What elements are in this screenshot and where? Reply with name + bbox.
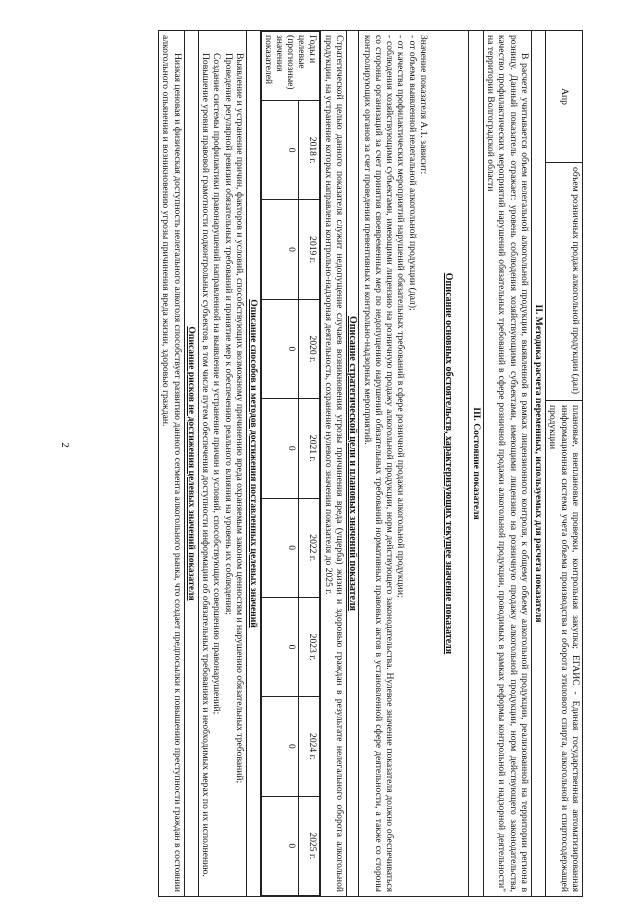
method-text: В расчете учитывается объем нелегальной алкогольной продукции, выявленной в рамках лицензионного контроля, к общему объему алкогольной продукции, реализованной на территории региона в розницу. Данный показатель отражает: уровень соблюдения хозяйствующими субъектами, имеющими лицензию на розничную продажу алкогольной продукции, норм действующего законодательства, качество профилактических мероприятий нарушений обязательных требований в сфере розничной продажи алкогольной продукции, проводимых в рамках реформы контрольной и надзорной деятельности" на территории Волгоградской области xyxy=(483,31,531,897)
top-row xyxy=(546,31,583,897)
value-cell: 0 xyxy=(262,299,299,398)
value-cell: 0 xyxy=(262,597,299,696)
years-label: Годы и целевые (прогнозные) значения показателей xyxy=(262,32,320,101)
value-cell: 0 xyxy=(262,697,299,796)
risks-title: Описание рисков не достижения целевых значений показателя xyxy=(184,31,198,897)
year-cell: 2021 г. xyxy=(299,399,320,498)
year-cell: 2019 г. xyxy=(299,200,320,299)
year-cell: 2022 г. xyxy=(299,498,320,597)
rotated-document xyxy=(63,30,583,896)
goal-title: Описание стратегической цели и плановых значений показателя xyxy=(347,31,359,896)
value-cell: 0 xyxy=(262,399,299,498)
circ-line: - от качества профилактических мероприятий нарушений обязательных требований в сфере розничной продажи алкогольной продукции; xyxy=(395,35,407,598)
variable-source: плановые, внеплановые проверки, контрольная закупка; ЕГАИС - Единая государственная автоматизированная информационная система учета объема производства и оборота этилового спирта, алкогольной и спиртосодержащей продукции xyxy=(546,401,583,897)
variable-description: объем розничных продаж алкогольной продукции (дал) xyxy=(546,163,583,401)
method-line: Создание системы профилактики правонарушений направленной на выявление и устранение причин и условий, способствующих совершению правонарушений; xyxy=(211,53,223,715)
methods-title: Описание способов и методов достижения поставленных целевых значений xyxy=(247,31,261,897)
value-cell: 0 xyxy=(262,101,299,200)
indicator-table xyxy=(158,30,583,897)
circ-line: - соблюдения хозяйствующими субъектами, имеющими лицензию на розничную продажу алкогольной продукции, норм действующего законодательства. Нулевое значение показателя должно обеспечиваться со стороны организаций за счет принятия своевременных мер по недопущению нарушений обязательных требований нормативных правовых актов в установленной сфере деятельности, а также со стороны контролирующих органов за счет проведения превентивных и контрольно-надзорных мероприятий. xyxy=(361,35,396,892)
method-line: Выявление и устранение причин, факторов и условий, способствующих возможному причинению вреда охраняемым законом ценностям и нарушению обязательных требований; xyxy=(234,53,246,784)
target-values-table xyxy=(261,31,320,896)
goal-text: Стратегической целью данного показателя служит недопущение случаев возникновения угрозы причинения вреда (ущерба) жизни и здоровью граждан в результате нелегального оборота алкогольной продукции, на устранение которых направлена контрольно-надзорная деятельность, сохранение нулевого значения показателя до 2025 г. xyxy=(321,31,347,897)
year-cell: 2024 г. xyxy=(299,697,320,796)
year-cell: 2025 г. xyxy=(299,796,320,895)
year-cell: 2018 г. xyxy=(299,101,320,200)
year-cell: 2020 г. xyxy=(299,299,320,398)
method-line: Повышение уровня правовой грамотности подконтрольных субъектов, в том числе путем обеспечения доступности информации об обязательных требованиях и необходимых мерах по их исполнению. xyxy=(200,53,212,877)
circ-line: Значение показателя А.1. зависит: xyxy=(418,35,430,175)
value-cell: 0 xyxy=(262,498,299,597)
year-cell: 2023 г. xyxy=(299,597,320,696)
method-line: Проведение регулярной ревизии обязательных требований и принятие мер к обеспечению реального влияния на уровень их соблюдения; xyxy=(222,53,234,615)
method-title: II. Методика расчета переменных, используемых для расчета показателя xyxy=(531,31,545,897)
circumstances-title: Описание основных обстоятельств, характеризующих текущее значение показателя xyxy=(443,272,455,655)
value-cell: 0 xyxy=(262,796,299,895)
page-number: 2 xyxy=(58,442,71,448)
circ-line: - от объема выявленной нелегальной алкогольной продукции (дал); xyxy=(406,35,418,311)
state-title: III. Состояние показателя xyxy=(469,31,483,897)
variable-code: Апр xyxy=(546,31,583,163)
risks-text: Низкая ценовая и физическая доступность нелегального алкоголя способствует развитию данного сегмента алкогольного рынка, что создает предпосылки к повышению преступности граждан в состоянии алкогольного опьянения и возникновению угрозы причинения вреда жизни, здоровью граждан. xyxy=(158,31,184,897)
circumstances-text xyxy=(359,31,429,896)
methods-text xyxy=(198,31,246,897)
value-cell: 0 xyxy=(262,200,299,299)
